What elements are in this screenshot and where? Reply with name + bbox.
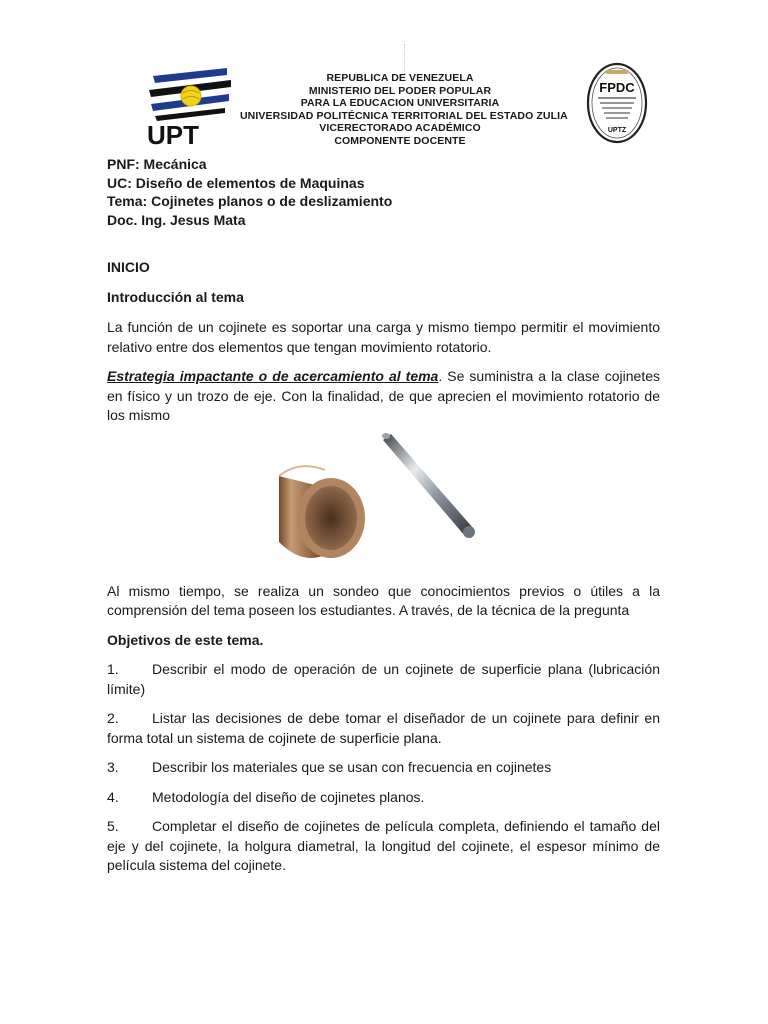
objective-text: Describir los materiales que se usan con frecuencia en cojinetes bbox=[152, 759, 552, 775]
dotted-divider bbox=[404, 44, 406, 74]
objective-text: Describir el modo de operación de un cojinete de superficie plana (lubricación límite) bbox=[107, 661, 660, 697]
objective-item bbox=[107, 709, 660, 748]
upt-logo-text: UPT bbox=[147, 120, 199, 146]
strategy-text: . Se suministra a la clase cojinetes en físico y un trozo de eje. Con la finalidad, de que aprecien el movimiento rotatorio de los mismo bbox=[107, 368, 660, 423]
strategy-label: Estrategia impactante o de acercamiento al tema bbox=[107, 368, 439, 384]
objective-number: 3. bbox=[107, 759, 119, 775]
bronze-bushing-image bbox=[273, 446, 369, 566]
inicio-heading: INICIO bbox=[107, 259, 150, 275]
fpdc-logo-subtext: UPTZ bbox=[607, 127, 627, 134]
uc-line: UC: Diseño de elementos de Maquinas bbox=[107, 174, 365, 191]
pnf-line: PNF: Mecánica bbox=[107, 156, 207, 172]
document-header bbox=[0, 0, 768, 150]
doc-line: Doc. Ing. Jesus Mata bbox=[107, 211, 246, 228]
objective-number: 4. bbox=[107, 788, 119, 805]
institution-line: PARA LA EDUCACION UNIVERSITARIA bbox=[300, 97, 500, 110]
objective-item bbox=[107, 788, 660, 808]
objective-number: 1. bbox=[107, 661, 119, 677]
tema-line: Tema: Cojinetes planos o de deslizamiento bbox=[107, 193, 393, 209]
steel-shaft-image bbox=[381, 432, 477, 544]
bushing-and-shaft-figure bbox=[107, 432, 660, 582]
survey-paragraph: Al mismo tiempo, se realiza un sondeo que conocimientos previos o útiles a la comprensión del tema poseen los estudiantes. A través, de la técnica de la pregunta bbox=[107, 582, 660, 618]
objective-item bbox=[107, 758, 660, 778]
objective-item bbox=[107, 817, 660, 876]
institution-line: COMPONENTE DOCENTE bbox=[334, 134, 466, 147]
institution-line: UNIVERSIDAD POLITÉCNICA TERRITORIAL DEL ESTADO ZULIA bbox=[240, 109, 568, 122]
objective-text: Completar el diseño de cojinetes de película completa, definiendo el tamaño del eje y del cojinete, la holgura diametral, la longitud del cojinete, el espesor mínimo de película sistema del cojinete. bbox=[107, 818, 660, 873]
objective-text: Listar las decisiones de debe tomar el diseñador de un cojinete para definir en forma total un sistema de cojinete de superficie plana. bbox=[107, 710, 660, 746]
fpdc-logo bbox=[586, 62, 648, 144]
objective-number: 5. bbox=[107, 818, 119, 834]
intro-heading: Introducción al tema bbox=[107, 289, 244, 305]
institution-block bbox=[240, 72, 568, 148]
objective-text: Metodología del diseño de cojinetes planos. bbox=[152, 788, 425, 805]
fpdc-logo-text: FPDC bbox=[599, 80, 635, 95]
institution-line: REPUBLICA DE VENEZUELA bbox=[326, 72, 474, 84]
document-body bbox=[107, 258, 660, 876]
intro-paragraph: La función de un cojinete es soportar una carga y mismo tiempo permitir el movimiento relativo entre dos elementos que tengan movimiento rotatorio. bbox=[107, 319, 660, 355]
institution-line: VICERECTORADO ACADÉMICO bbox=[319, 122, 481, 135]
objective-item bbox=[107, 660, 660, 699]
strategy-paragraph bbox=[107, 367, 660, 426]
objective-number: 2. bbox=[107, 710, 119, 726]
objectives-heading: Objetivos de este tema. bbox=[107, 631, 264, 648]
upt-logo bbox=[145, 66, 235, 146]
course-meta bbox=[107, 155, 392, 229]
institution-line: MINISTERIO DEL PODER POPULAR bbox=[308, 84, 492, 97]
